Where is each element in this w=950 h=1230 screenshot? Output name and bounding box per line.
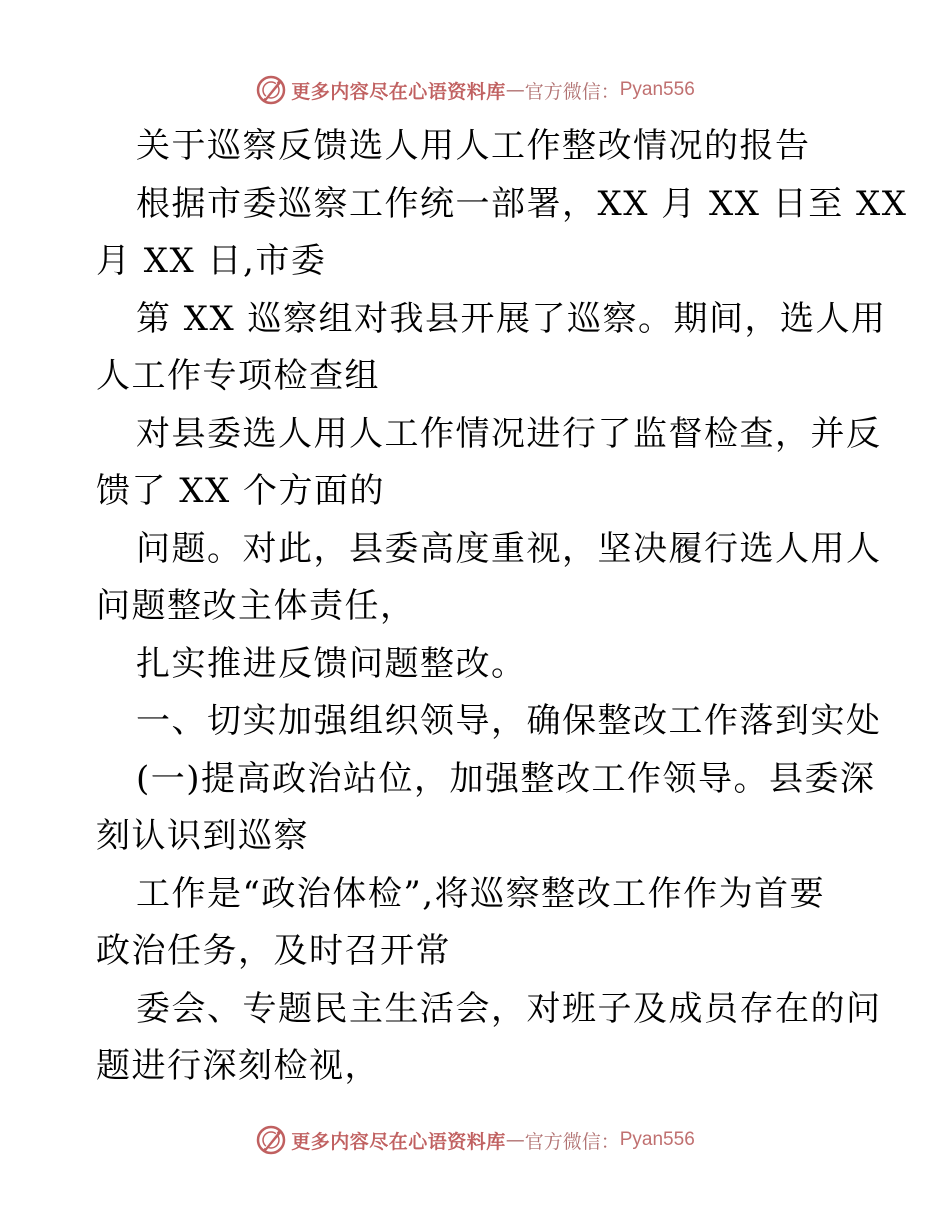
doc-line: (一)提高政治站位，加强整改工作领导。县委深: [136, 758, 876, 799]
doc-line: 题进行深刻检视，: [96, 1046, 380, 1086]
doc-line: 人工作专项检查组: [96, 356, 380, 396]
watermark-label: 官方微信：: [524, 1130, 620, 1153]
watermark-id: Pyan556: [619, 79, 695, 100]
doc-line: 问题。对此，县委高度重视，坚决履行选人用人: [136, 528, 882, 569]
doc-line: 扎实推进反馈问题整改。: [136, 643, 527, 684]
doc-line: 政治任务，及时召开常: [96, 931, 451, 971]
watermark-separator: —: [505, 1129, 525, 1151]
doc-line: 问题整改主体责任，: [96, 586, 416, 626]
watermark-brand: 更多内容尽在心语资料库: [291, 80, 506, 103]
doc-line: 馈了 XX 个方面的: [96, 471, 386, 511]
watermark-brand: 更多内容尽在心语资料库: [291, 1130, 506, 1153]
quill-circle-icon: [255, 1124, 287, 1156]
doc-line: 工作是“政治体检”,将巡察整改工作作为首要: [136, 873, 826, 914]
watermark-label: 官方微信：: [524, 80, 620, 103]
footer-watermark: [0, 1122, 950, 1158]
doc-line: 根据市委巡察工作统一部署，XX 月 XX 日至 XX: [136, 183, 908, 224]
doc-line: 一、切实加强组织领导，确保整改工作落到实处: [136, 701, 882, 741]
doc-line: 刻认识到巡察: [96, 816, 309, 856]
quill-circle-icon: [255, 74, 287, 106]
document-body: [96, 118, 908, 1096]
doc-line: 第 XX 巡察组对我县开展了巡察。期间，选人用: [136, 298, 887, 339]
header-watermark: [0, 72, 950, 108]
doc-line: 委会、专题民主生活会，对班子及成员存在的问: [136, 988, 882, 1029]
doc-line: 月 XX 日,市委: [96, 241, 327, 281]
doc-line: 对县委选人用人工作情况进行了监督检查，并反: [136, 413, 882, 454]
watermark-separator: —: [505, 79, 525, 101]
watermark-id: Pyan556: [619, 1129, 695, 1150]
doc-line: 关于巡察反馈选人用人工作整改情况的报告: [136, 126, 811, 166]
